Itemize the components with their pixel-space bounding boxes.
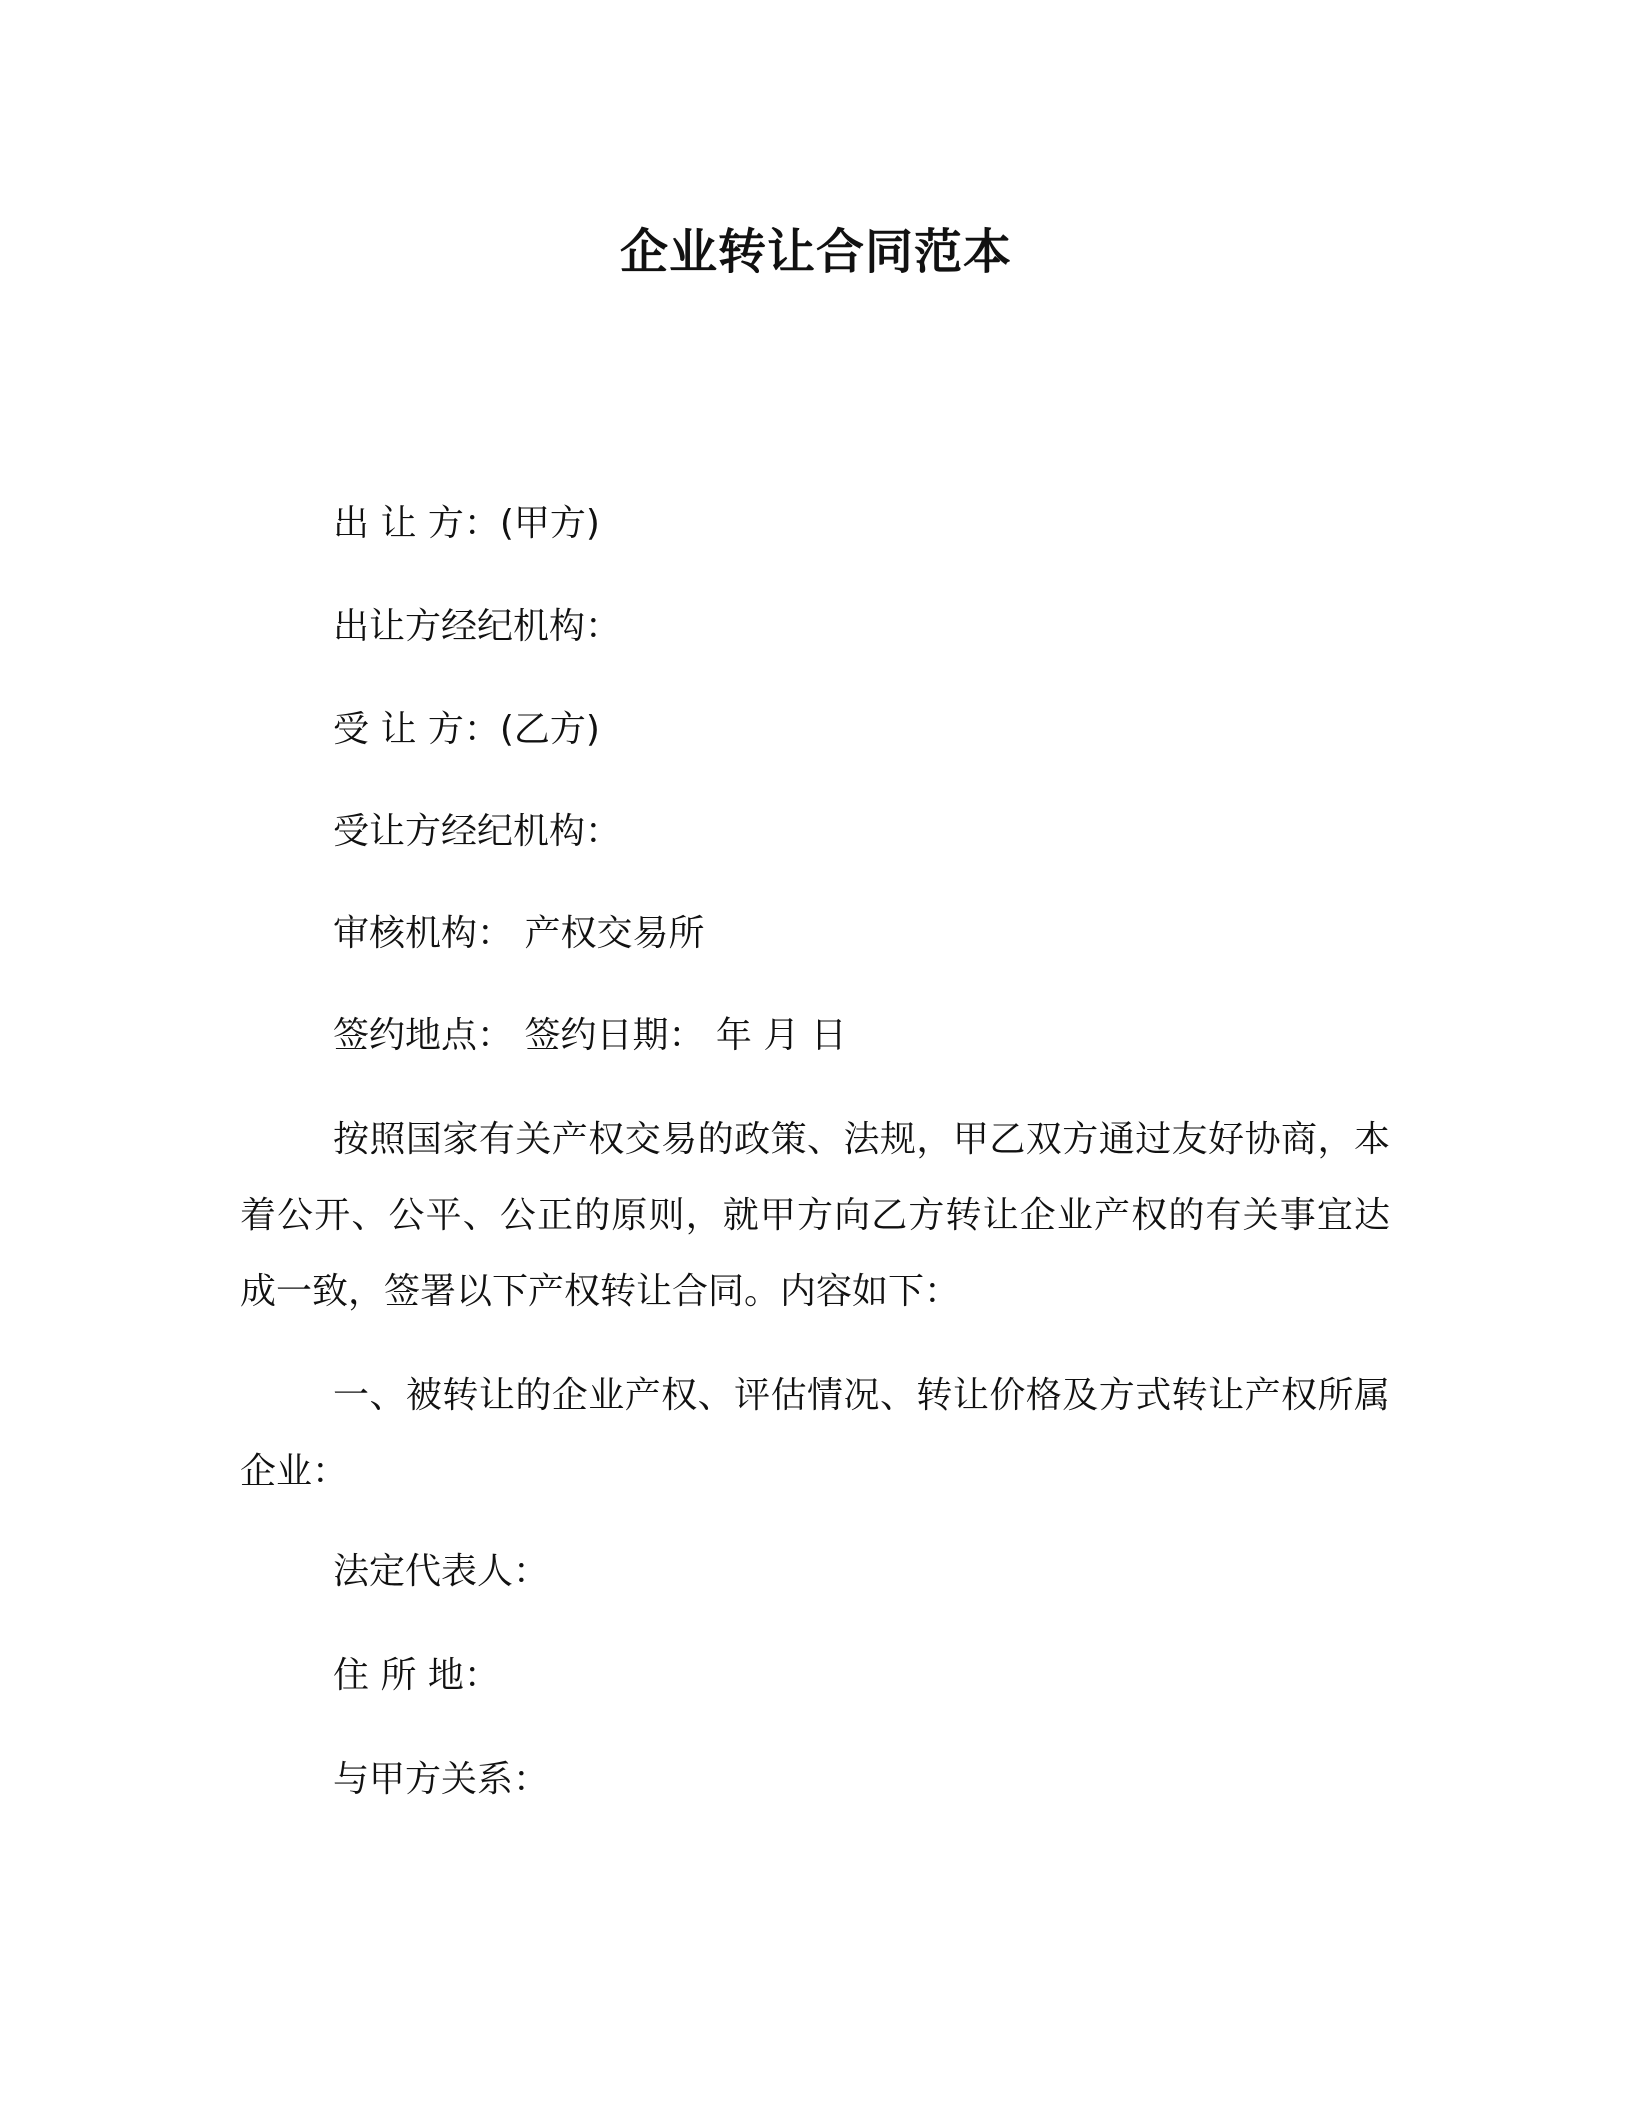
transferee-agency-field: 受让方经纪机构： — [333, 811, 622, 852]
signing-field: 签约地点： 签约日期： 年 月 日 — [333, 1015, 847, 1056]
section-1-heading: 一、被转让的企业产权、评估情况、转让价格及方式转让产权所属企业： — [240, 1375, 1390, 1492]
document-title: 企业转让合同范本 — [619, 224, 1012, 280]
relation-field: 与甲方关系： — [333, 1759, 550, 1800]
preamble-paragraph: 按照国家有关产权交易的政策、法规，甲乙双方通过友好协商，本着公开、公平、公正的原则，就甲方向乙方转让企业产权的有关事宜达成一致，签署以下产权转让合同。内容如下： — [240, 1119, 1390, 1312]
address-field: 住 所 地： — [333, 1655, 500, 1696]
review-agency-field: 审核机构： 产权交易所 — [333, 913, 705, 954]
legal-representative-field: 法定代表人： — [333, 1551, 550, 1592]
transferor-field: 出 让 方：(甲方) — [333, 503, 600, 544]
transferee-field: 受 让 方：(乙方) — [333, 709, 600, 750]
transferor-agency-field: 出让方经纪机构： — [333, 606, 622, 647]
